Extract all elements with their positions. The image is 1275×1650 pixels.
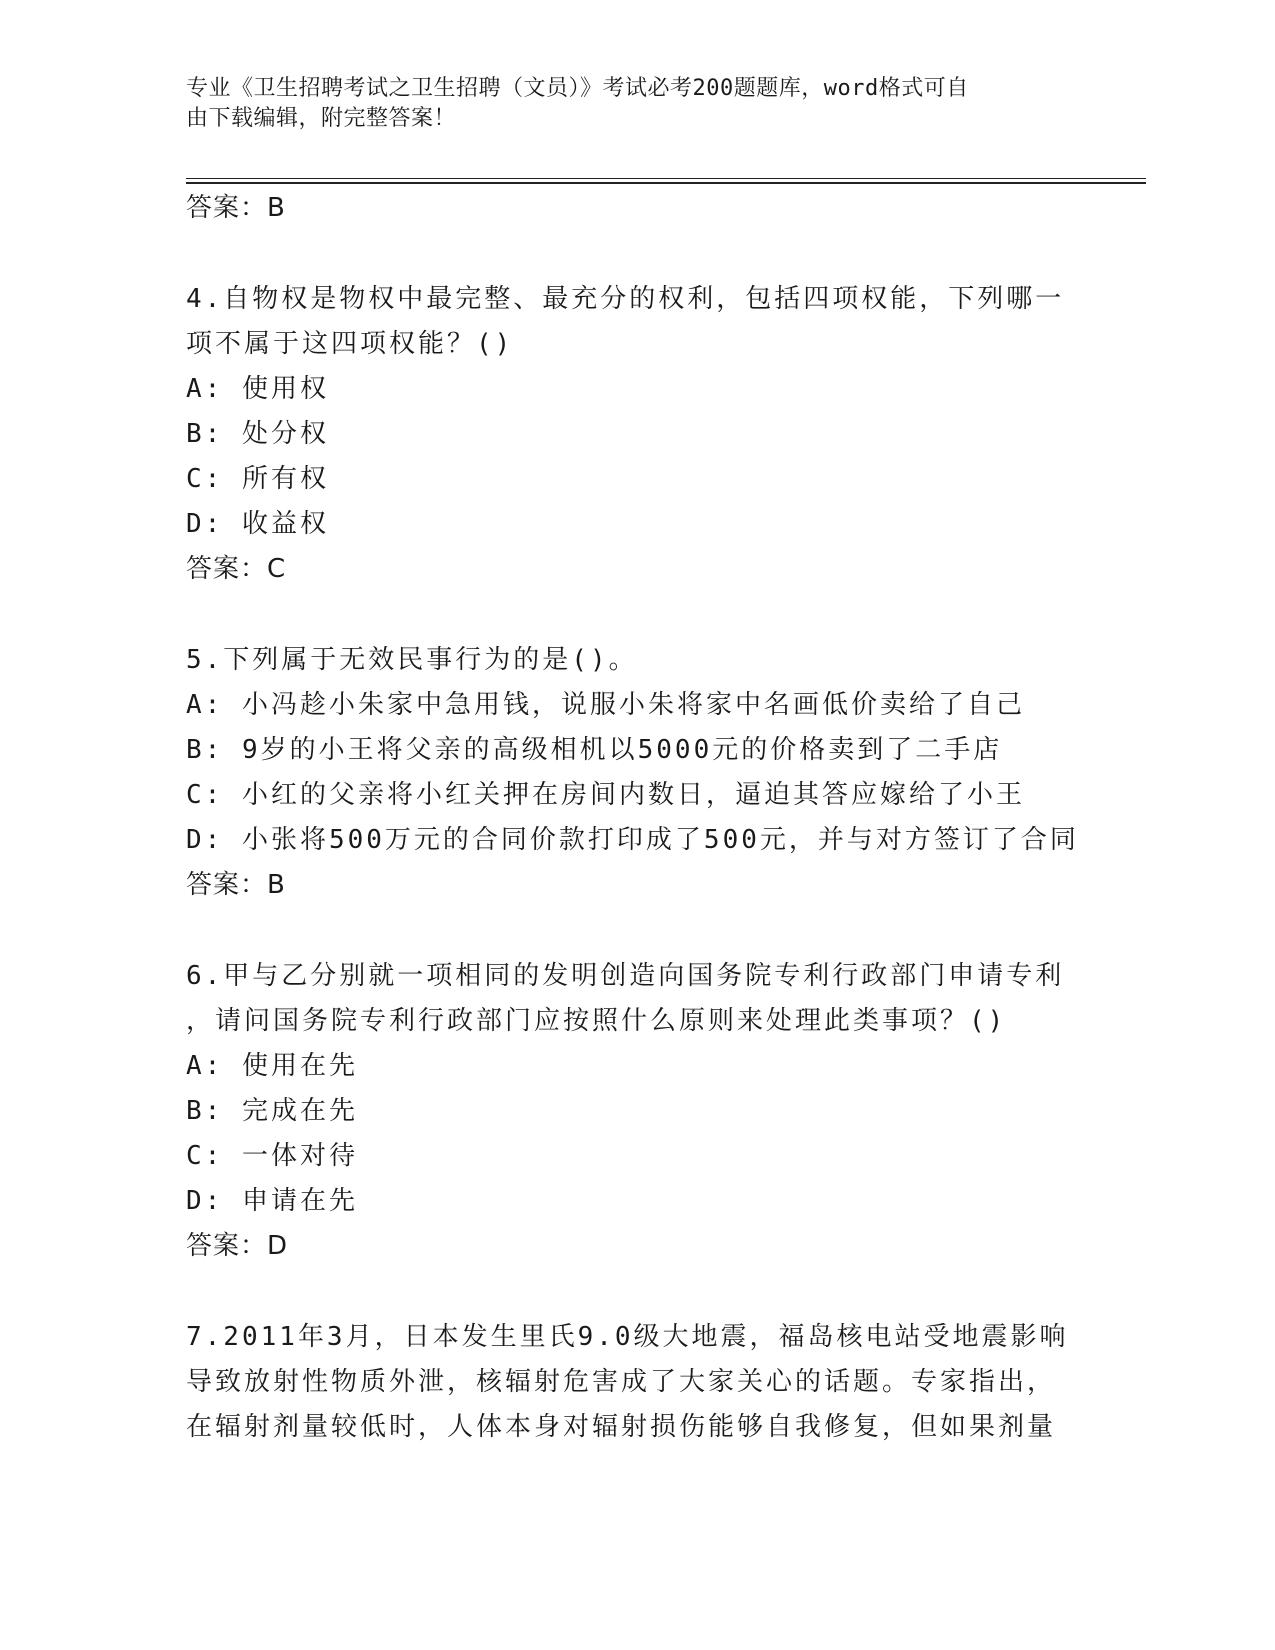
- question-stem: 4.自物权是物权中最完整、最充分的权利，包括四项权能，下列哪一: [186, 284, 1065, 314]
- option-b: B: 完成在先: [186, 1096, 358, 1126]
- option-c: C: 一体对待: [186, 1141, 358, 1171]
- option-b: B: 9岁的小王将父亲的高级相机以5000元的价格卖到了二手店: [186, 735, 1003, 765]
- document-header: [186, 74, 1066, 134]
- option-b: B: 处分权: [186, 419, 329, 449]
- header-line-1: 专业《卫生招聘考试之卫生招聘（文员）》考试必考200题题库，word格式可自: [186, 76, 969, 101]
- spacer: [186, 1269, 1086, 1315]
- question-stem-cont: ，请问国务院专利行政部门应按照什么原则来处理此类事项？(): [186, 1006, 1007, 1036]
- option-a: A: 使用在先: [186, 1051, 358, 1081]
- question-5: [186, 638, 1086, 908]
- option-d: D: 小张将500万元的合同价款打印成了500元，并与对方签订了合同: [186, 825, 1079, 855]
- spacer: [186, 231, 1086, 277]
- header-line-2: 由下载编辑，附完整答案！: [186, 106, 457, 131]
- option-d: D: 收益权: [186, 509, 329, 539]
- question-stem: 5.下列属于无效民事行为的是()。: [186, 645, 638, 675]
- option-a: A: 小冯趁小朱家中急用钱，说服小朱将家中名画低价卖给了自己: [186, 690, 1025, 720]
- question-list: [186, 186, 1086, 1450]
- answer: 答案：D: [186, 1231, 289, 1261]
- header-divider-thick: [186, 182, 1146, 184]
- spacer: [186, 592, 1086, 638]
- question-4: [186, 277, 1086, 592]
- option-a: A: 使用权: [186, 374, 329, 404]
- question-stem-cont: 在辐射剂量较低时，人体本身对辐射损伤能够自我修复，但如果剂量: [186, 1412, 1057, 1442]
- option-c: C: 小红的父亲将小红关押在房间内数日，逼迫其答应嫁给了小王: [186, 780, 1025, 810]
- question-stem-cont: 项不属于这四项权能？(): [186, 329, 514, 359]
- question-7: [186, 1315, 1086, 1450]
- answer-q3: 答案：B: [186, 193, 286, 223]
- option-d: D: 申请在先: [186, 1186, 358, 1216]
- header-divider-thin: [186, 178, 1146, 179]
- option-c: C: 所有权: [186, 464, 329, 494]
- question-6: [186, 954, 1086, 1269]
- question-stem-cont: 导致放射性物质外泄，核辐射危害成了大家关心的话题。专家指出，: [186, 1367, 1057, 1397]
- question-stem: 6.甲与乙分别就一项相同的发明创造向国务院专利行政部门申请专利: [186, 961, 1065, 991]
- question-stem: 7.2011年3月，日本发生里氏9.0级大地震，福岛核电站受地震影响: [186, 1322, 1069, 1352]
- spacer: [186, 908, 1086, 954]
- answer: 答案：C: [186, 554, 287, 584]
- answer: 答案：B: [186, 870, 286, 900]
